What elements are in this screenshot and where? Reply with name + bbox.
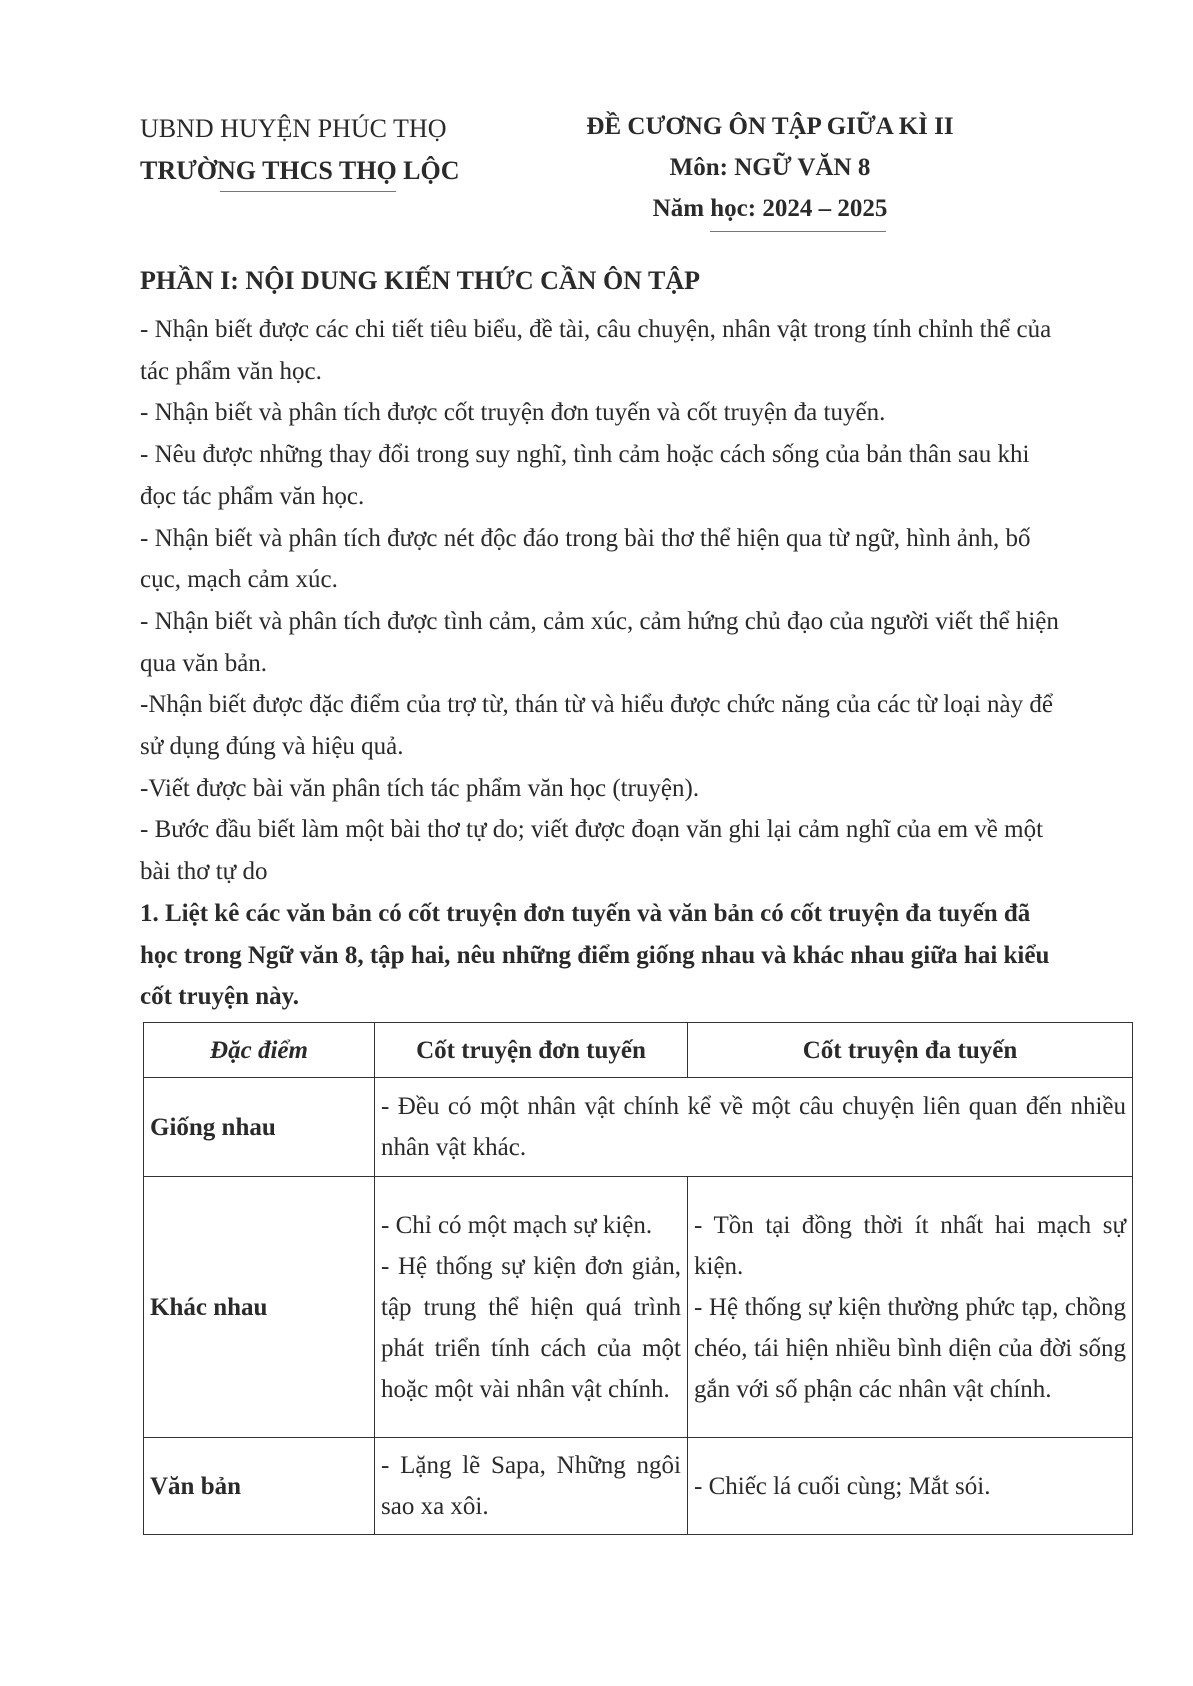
district-name: UBND HUYỆN PHÚC THỌ xyxy=(140,114,447,143)
table-row-similarities xyxy=(144,1078,1133,1177)
school-year: Năm học: 2024 – 2025 xyxy=(652,195,888,222)
table-row-differences xyxy=(144,1177,1133,1438)
header-cell-single-plot: Cốt truyện đơn tuyến xyxy=(375,1023,688,1078)
single-plot-differences xyxy=(375,1177,688,1438)
multi-plot-point: - Tồn tại đồng thời ít nhất hai mạch sự kiện. xyxy=(694,1211,1126,1280)
header-cell-feature: Đặc điểm xyxy=(144,1023,375,1078)
section-title: PHẦN I: NỘI DUNG KIẾN THỨC CẦN ÔN TẬP xyxy=(140,266,700,295)
comparison-table xyxy=(143,1022,1133,1535)
multi-plot-texts: - Chiếc lá cuối cùng; Mắt sói. xyxy=(688,1438,1133,1535)
subject-label: Môn: NGỮ VĂN 8 xyxy=(669,154,871,181)
content-list xyxy=(140,309,1070,1018)
row-label-similarities: Giống nhau xyxy=(144,1078,375,1177)
list-item: - Nhận biết được các chi tiết tiêu biểu, đề tài, câu chuyện, nhân vật trong tính chỉnh thể của tác phẩm văn học. xyxy=(140,316,1052,385)
list-item: - Bước đầu biết làm một bài thơ tự do; viết được đoạn văn ghi lại cảm nghĩ của em về một bài thơ tự do xyxy=(140,816,1044,886)
header-right-rule xyxy=(710,231,886,232)
list-item: -Nhận biết được đặc điểm của trợ từ, thán từ và hiểu được chức năng của các từ loại này để sử dụng đúng và hiệu quả. xyxy=(140,691,1053,761)
table-row-texts xyxy=(144,1438,1133,1535)
list-item: - Nhận biết và phân tích được cốt truyện đơn tuyến và cốt truyện đa tuyến. xyxy=(140,399,886,427)
header-right xyxy=(560,106,980,232)
header-left-rule xyxy=(220,191,396,192)
single-plot-point: - Chỉ có một mạch sự kiện. xyxy=(381,1211,653,1239)
header-left xyxy=(140,108,540,192)
header-cell-multi-plot: Cốt truyện đa tuyến xyxy=(688,1023,1133,1078)
single-plot-point: - Hệ thống sự kiện đơn giản, tập trung thể hiện quá trình phát triển tính cách của một hoặc một vài nhân vật chính. xyxy=(381,1252,681,1403)
question-1: 1. Liệt kê các văn bản có cốt truyện đơn tuyến và văn bản có cốt truyện đa tuyến đã học trong Ngữ văn 8, tập hai, nêu những điểm giống nhau và khác nhau giữa hai kiểu cốt truyện này. xyxy=(140,899,1050,1011)
list-item: - Nhận biết và phân tích được nét độc đáo trong bài thơ thể hiện qua từ ngữ, hình ảnh, bố cục, mạch cảm xúc. xyxy=(140,524,1031,594)
multi-plot-differences xyxy=(688,1177,1133,1438)
list-item: - Nhận biết và phân tích được tình cảm, cảm xúc, cảm hứng chủ đạo của người viết thể hiện qua văn bản. xyxy=(140,607,1059,677)
row-label-differences: Khác nhau xyxy=(144,1177,375,1438)
list-item: - Nêu được những thay đổi trong suy nghĩ, tình cảm hoặc cách sống của bản thân sau khi đọc tác phẩm văn học. xyxy=(140,441,1030,510)
school-name: TRƯỜNG THCS THỌ LỘC xyxy=(140,156,460,185)
list-item: -Viết được bài văn phân tích tác phẩm văn học (truyện). xyxy=(140,774,700,802)
document-title: ĐỀ CƯƠNG ÔN TẬP GIỮA KÌ II xyxy=(586,113,954,140)
table-header-row xyxy=(144,1023,1133,1078)
similarities-cell: - Đều có một nhân vật chính kể về một câu chuyện liên quan đến nhiều nhân vật khác. xyxy=(375,1078,1133,1177)
multi-plot-point: - Hệ thống sự kiện thường phức tạp, chồng chéo, tái hiện nhiều bình diện của đời sống gắn với số phận các nhân vật chính. xyxy=(694,1293,1126,1403)
row-label-texts: Văn bản xyxy=(144,1438,375,1535)
single-plot-texts: - Lặng lẽ Sapa, Những ngôi sao xa xôi. xyxy=(375,1438,688,1535)
